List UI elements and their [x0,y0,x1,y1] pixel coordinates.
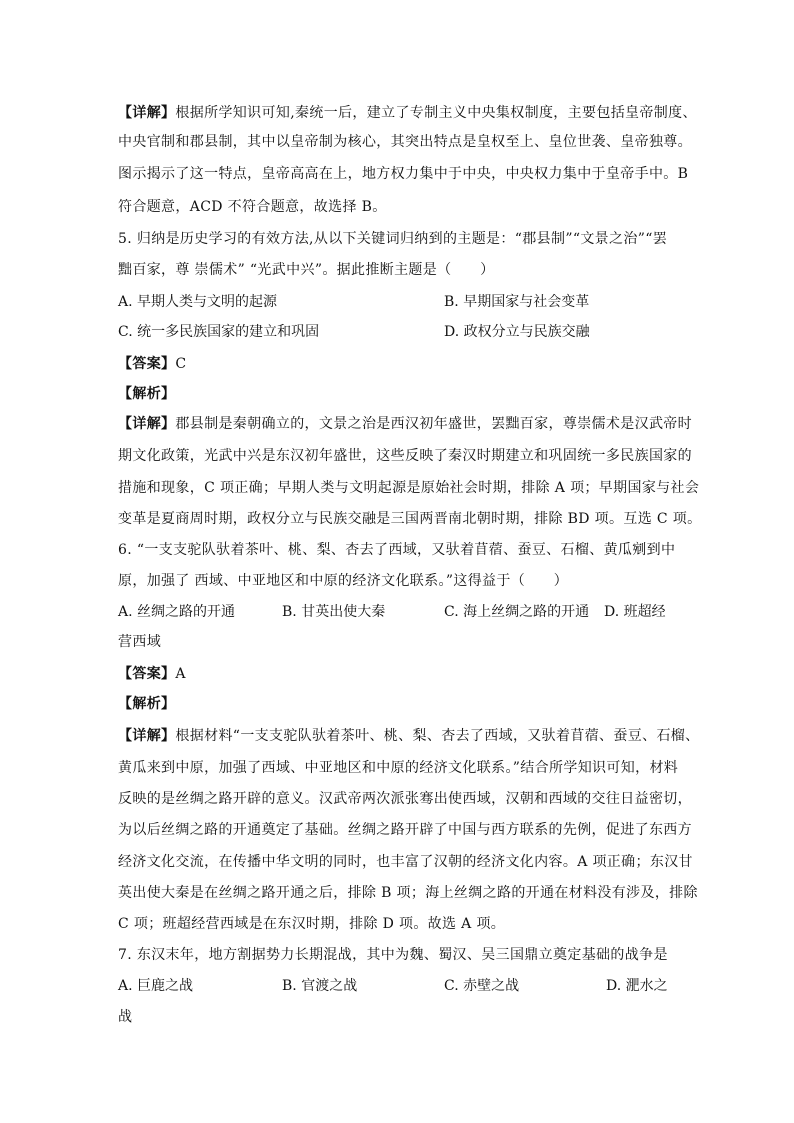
q7-option-a: A. 巨鹿之战 [118,978,194,994]
q5-stem-line-2: 黜百家，尊 崇儒术” “光武中兴”。据此推断主题是（ ） [118,262,495,278]
q5-detail-line-1: 【详解】郡县制是秦朝确立的，文景之治是西汉初年盛世，罢黜百家，尊崇儒术是汉武帝时 [118,416,693,432]
q7-option-c: C. 赤壁之战 [444,978,520,994]
q6-stem-line-1: 6. “一支支驼队驮着茶叶、桃、梨、杏去了西域，又驮着苜蓿、蚕豆、石榴、黄瓜剜到中 [118,542,676,558]
q6-answer [118,664,678,684]
q4-detail-line-4: 符合题意，ACD 不符合题意，故选择 B。 [118,199,387,215]
detail-tag: 【详解】 [118,728,176,744]
q6-detail-line-6: 英出使大秦是在丝绸之路开通之后，排除 B 项；海上丝绸之路的开通在材料没有涉及，排除 [118,885,698,901]
q6-option-d: D. 班超经 [604,604,666,620]
q7-stem: 7. 东汉末年，地方割据势力长期混战，其中为魏、蜀汉、吴三国鼎立奠定基础的战争是 [118,947,668,963]
q4-detail-line-1: 【详解】根据所学知识可知,秦统一后，建立了专制主义中央集权制度，主要包括皇帝制度、 [118,105,697,121]
q6-detail-line-5: 经济文化交流，在传播中华文明的同时，也丰富了汉朝的经济文化内容。A 项正确；东汉甘 [118,854,693,870]
q6-analysis-tag: 【解析】 [118,696,176,712]
q6-answer-value: A [175,666,186,682]
q5-option-a: A. 早期人类与文明的起源 [118,294,278,310]
q5-detail-line-3: 措施和现象，C 项正确；早期人类与文明起源是原始社会时期，排除 A 项；早期国家与社会 [118,480,700,496]
q6-detail-line-1: 【详解】根据材料“一支支驼队驮着茶叶、桃、梨、杏去了西域，又驮着苜蓿、蚕豆、石榴、 [118,728,700,744]
q5-option-b: B. 早期国家与社会变革 [444,294,590,310]
q7-option-b: B. 官渡之战 [282,978,358,994]
q5-detail-line-4: 变革是夏商周时期，政权分立与民族交融是三国两晋南北朝时期，排除 BD 项。互选 C 项。 [118,511,702,527]
q7-option-d: D. 淝水之 [606,978,668,994]
answer-tag: 【答案】 [118,666,176,682]
q5-detail-line-2: 期文化政策，光武中兴是东汉初年盛世，这些反映了秦汉时期建立和巩固统一多民族国家的 [118,448,692,464]
q7-option-d-continued: 战 [118,1009,133,1025]
q6-detail-line-3: 反映的是丝绸之路开辟的意义。汉武帝两次派张骞出使西域，汉朝和西域的交往日益密切， [118,791,692,807]
q6-stem-line-2: 原，加强了 西域、中亚地区和中原的经济文化联系。”这得益于（ ） [118,573,569,589]
q6-detail-line-7: C 项；班超经营西域是在东汉时期，排除 D 项。故选 A 项。 [118,916,506,932]
q6-detail-line-4: 为以后丝绸之路的开通奠定了基础。丝绸之路开辟了中国与西方联系的先例，促进了东西方 [118,822,692,838]
q6-option-c: C. 海上丝绸之路的开通 [444,604,590,620]
answer-tag: 【答案】 [118,356,176,372]
detail-tag: 【详解】 [118,105,176,121]
q5-stem-line-1: 5. 归纳是历史学习的有效方法,从以下关键词归纳到的主题是：“郡县制”“文景之治”“罢 [118,231,668,247]
q5-answer-value: C [175,356,187,372]
q6-option-d-continued: 营西域 [118,634,162,650]
q4-detail-line-3: 图示揭示了这一特点，皇帝高高在上，地方权力集中于中央，中央权力集中于皇帝手中。B [118,166,689,182]
q5-analysis-tag: 【解析】 [118,386,176,402]
q4-detail-line-2: 中央官制和郡县制，其中以皇帝制为核心，其突出特点是皇权至上、皇位世袭、皇帝独尊。 [118,134,692,150]
q5-answer [118,354,678,374]
q6-option-b: B. 甘英出使大秦 [282,604,386,620]
q5-option-c: C. 统一多民族国家的建立和巩固 [118,324,320,340]
detail-tag: 【详解】 [118,416,176,432]
q6-option-a: A. 丝绸之路的开通 [118,604,236,620]
q5-option-d: D. 政权分立与民族交融 [444,324,590,340]
q6-detail-line-2: 黄瓜来到中原，加强了西域、中亚地区和中原的经济文化联系。”结合所学知识可知，材料 [118,760,679,776]
